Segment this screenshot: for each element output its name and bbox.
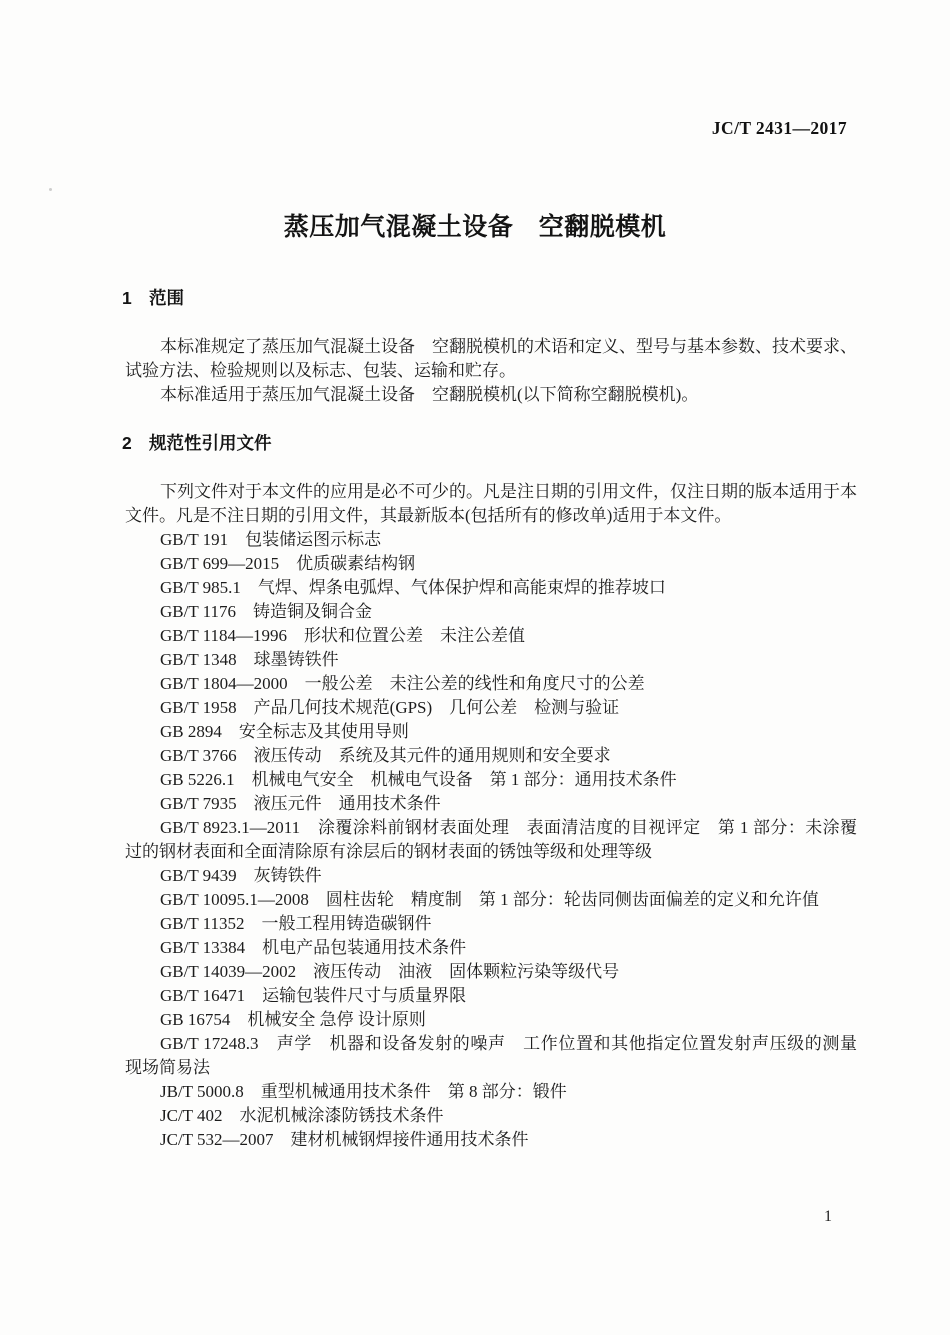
page-number: 1 [824, 1208, 832, 1225]
reference-item: GB/T 9439 灰铸铁件 [160, 866, 322, 885]
reference-item: JC/T 532—2007 建材机械钢焊接件通用技术条件 [160, 1130, 529, 1149]
scope-paragraph-2: 本标准适用于蒸压加气混凝土设备 空翻脱模机(以下简称空翻脱模机)。 [160, 385, 699, 404]
scan-speck [49, 188, 52, 191]
references-intro: 下列文件对于本文件的应用是必不可少的。凡是注日期的引用文件，仅注日期的版本适用于本文件。凡是不注日期的引用文件，其最新版本(包括所有的修改单)适用于本文件。 [125, 482, 857, 525]
scope-paragraph-1: 本标准规定了蒸压加气混凝土设备 空翻脱模机的术语和定义、型号与基本参数、技术要求、试验方法、检验规则以及标志、包装、运输和贮存。 [125, 337, 857, 380]
reference-item: GB/T 1184—1996 形状和位置公差 未注公差值 [160, 626, 526, 645]
document-body [122, 286, 874, 1152]
section-1-title: 范围 [149, 288, 184, 308]
reference-item: GB/T 699—2015 优质碳素结构钢 [160, 554, 416, 573]
reference-item: GB/T 8923.1—2011 涂覆涂料前钢材表面处理 表面清洁度的目视评定 第 1 部分：未涂覆过的钢材表面和全面清除原有涂层后的钢材表面的锈蚀等级和处理等级 [125, 818, 857, 861]
reference-item: GB/T 1348 球墨铸铁件 [160, 650, 339, 669]
section-1-heading [122, 286, 857, 310]
reference-item: GB 2894 安全标志及其使用导则 [160, 722, 409, 741]
reference-item: GB 5226.1 机械电气安全 机械电气设备 第 1 部分：通用技术条件 [160, 770, 677, 789]
reference-item: GB/T 14039—2002 液压传动 油液 固体颗粒污染等级代号 [160, 962, 620, 981]
reference-item: GB/T 17248.3 声学 机器和设备发射的噪声 工作位置和其他指定位置发射声压级的测量 现场简易法 [125, 1034, 874, 1077]
reference-item: GB 16754 机械安全 急停 设计原则 [160, 1010, 426, 1029]
section-2-title: 规范性引用文件 [149, 433, 272, 453]
reference-item: GB/T 3766 液压传动 系统及其元件的通用规则和安全要求 [160, 746, 611, 765]
reference-item: JB/T 5000.8 重型机械通用技术条件 第 8 部分：锻件 [160, 1082, 567, 1101]
reference-item: GB/T 191 包装储运图示标志 [160, 530, 382, 549]
standard-number: JC/T 2431—2017 [711, 118, 847, 138]
reference-item: GB/T 11352 一般工程用铸造碳钢件 [160, 914, 432, 933]
reference-item: JC/T 402 水泥机械涂漆防锈技术条件 [160, 1106, 444, 1125]
document-title: 蒸压加气混凝土设备 空翻脱模机 [283, 213, 667, 241]
section-2-heading [122, 431, 857, 455]
section-2-number: 2 [122, 433, 132, 453]
reference-item: GB/T 1804—2000 一般公差 未注公差的线性和角度尺寸的公差 [160, 674, 645, 693]
reference-item: GB/T 1176 铸造铜及铜合金 [160, 602, 373, 621]
reference-item: GB/T 16471 运输包装件尺寸与质量界限 [160, 986, 467, 1005]
reference-item: GB/T 1958 产品几何技术规范(GPS) 几何公差 检测与验证 [160, 698, 620, 717]
reference-item: GB/T 13384 机电产品包装通用技术条件 [160, 938, 467, 957]
section-1-number: 1 [122, 288, 132, 308]
reference-item: GB/T 985.1 气焊、焊条电弧焊、气体保护焊和高能束焊的推荐坡口 [160, 578, 666, 597]
reference-item: GB/T 7935 液压元件 通用技术条件 [160, 794, 441, 813]
reference-item: GB/T 10095.1—2008 圆柱齿轮 精度制 第 1 部分：轮齿同侧齿面偏差的定义和允许值 [160, 890, 819, 909]
